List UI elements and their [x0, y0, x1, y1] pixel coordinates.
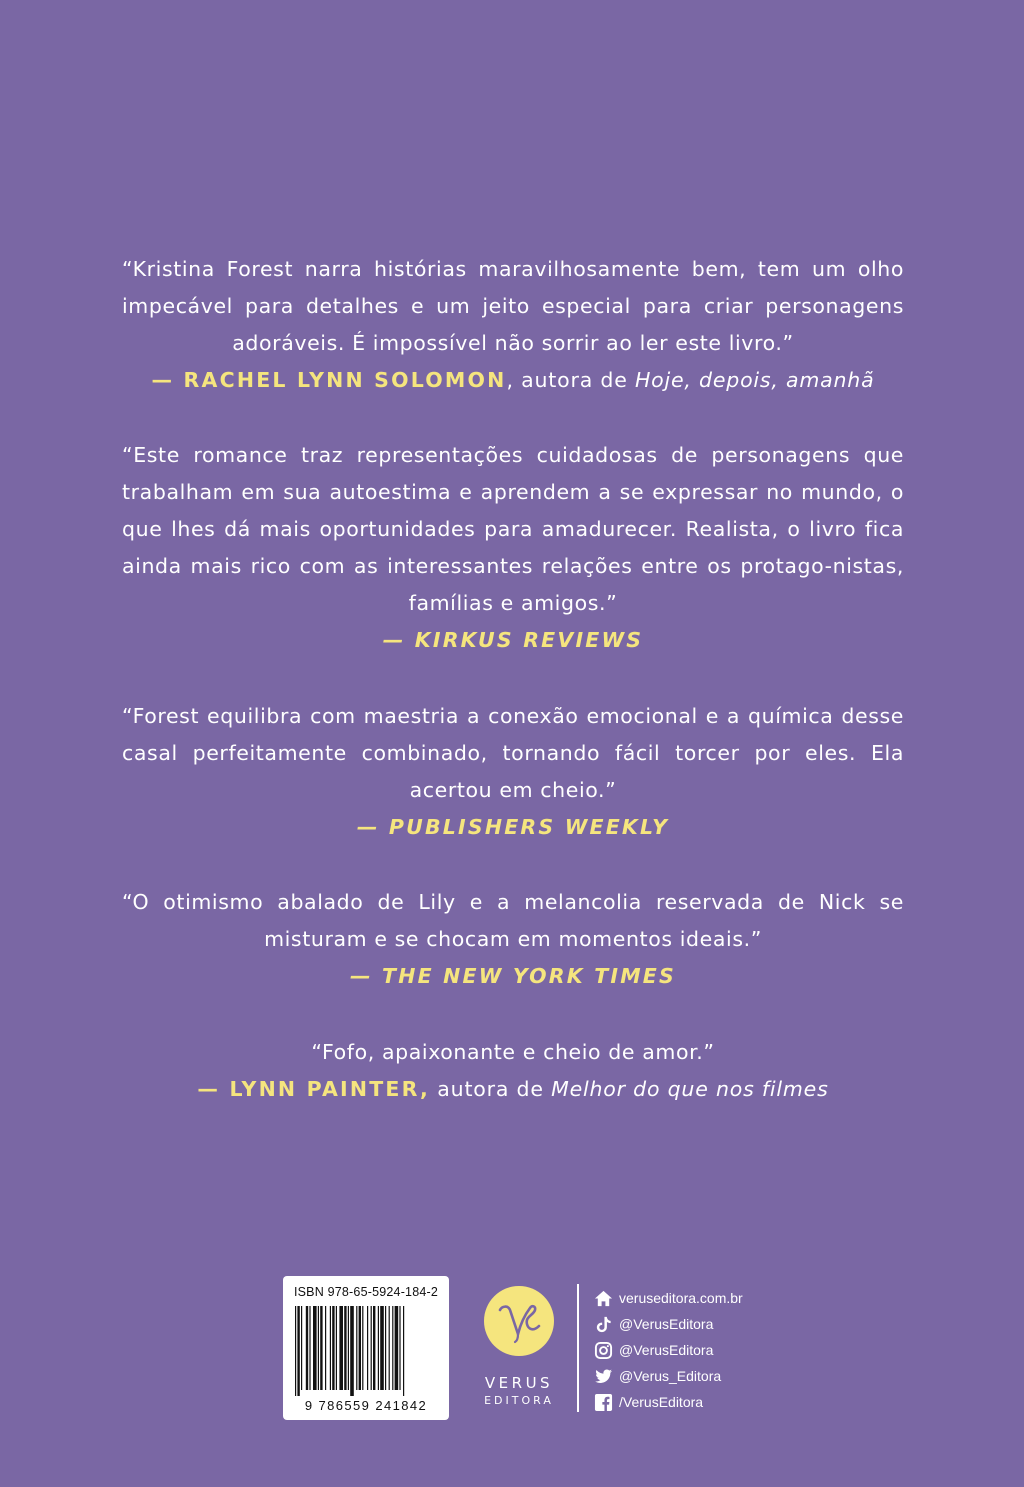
- barcode-bar: [309, 1306, 310, 1390]
- barcode-bar: [325, 1306, 326, 1390]
- social-links: [594, 1285, 743, 1415]
- quote-4: [122, 884, 904, 995]
- home-icon: [594, 1289, 613, 1308]
- quote-suffix: , autora de: [506, 368, 635, 392]
- barcode-bar: [359, 1306, 361, 1390]
- barcode-bar: [403, 1306, 404, 1396]
- quote-attribution: [122, 622, 904, 659]
- barcode-bar: [301, 1306, 302, 1390]
- barcode-bar: [306, 1306, 308, 1390]
- quote-text: “O otimismo abalado de Lily e a melancolia reservada de Nick se misturam e se chocam em momentos ideais.”: [122, 890, 904, 951]
- quote-suffix: autora de: [429, 1077, 552, 1101]
- quote-attribution: [122, 1071, 904, 1108]
- logo-circle: [484, 1286, 554, 1356]
- barcode-bar: [332, 1306, 334, 1390]
- facebook-icon: [594, 1393, 613, 1412]
- quote-source: — PUBLISHERS WEEKLY: [356, 815, 670, 839]
- barcode-icon: [295, 1306, 437, 1396]
- quote-3: [122, 698, 904, 846]
- quote-source: — THE NEW YORK TIMES: [350, 964, 676, 988]
- publisher-logo: [478, 1286, 560, 1407]
- social-tiktok[interactable]: [594, 1311, 743, 1337]
- logo-divider: [577, 1284, 579, 1412]
- barcode-bar: [313, 1306, 317, 1390]
- social-text: @Verus_Editora: [619, 1368, 722, 1384]
- quote-source: — RACHEL LYNN SOLOMON: [151, 368, 507, 392]
- barcode-bar: [389, 1306, 390, 1390]
- quote-text: “Kristina Forest narra histórias maravilhosamente bem, tem um olho impecável para detalhes e um jeito especial para criar personagens adoráveis. É impossível não sorrir ao ler este livro.”: [122, 257, 904, 355]
- social-text: @VerusEditora: [619, 1316, 714, 1332]
- quote-work: Hoje, depois, amanhã: [634, 368, 875, 392]
- barcode-bar: [336, 1306, 337, 1390]
- barcode-bar: [395, 1306, 399, 1390]
- instagram-icon: [594, 1341, 613, 1360]
- barcode-bar: [344, 1306, 346, 1390]
- quote-5: [122, 1034, 904, 1108]
- social-text: veruseditora.com.br: [619, 1290, 743, 1306]
- social-twitter[interactable]: [594, 1363, 743, 1389]
- social-text: @VerusEditora: [619, 1342, 714, 1358]
- twitter-icon: [594, 1367, 613, 1386]
- barcode-bar: [373, 1306, 375, 1390]
- barcode-bar: [295, 1306, 296, 1396]
- barcode-bar: [330, 1306, 331, 1390]
- social-facebook[interactable]: [594, 1389, 743, 1415]
- quote-attribution: [122, 809, 904, 846]
- quote-work: Melhor do que nos filmes: [551, 1077, 829, 1101]
- barcode-bar: [297, 1306, 299, 1396]
- publisher-brand: VERUS: [484, 1374, 554, 1392]
- barcode-bar: [385, 1306, 386, 1390]
- barcode-bar: [399, 1306, 400, 1390]
- barcode-bar: [371, 1306, 372, 1390]
- barcode-bar: [380, 1306, 384, 1390]
- quote-text: “Fofo, apaixonante e cheio de amor.”: [311, 1040, 715, 1064]
- social-website[interactable]: [594, 1285, 743, 1311]
- barcode-bar: [367, 1306, 368, 1390]
- quote-text: “Este romance traz representações cuidadosas de personagens que trabalham em sua autoestima e aprendem a se expressar no mundo, o que lhes dá mais oportunidades para amadurecer. Realista, o livro fica ainda mais rico com as interessantes relações entre os protago-nistas, famílias e amigos.”: [122, 443, 904, 615]
- quote-attribution: [122, 362, 904, 399]
- barcode-bar: [362, 1306, 363, 1390]
- quote-attribution: [122, 958, 904, 995]
- quote-1: [122, 251, 904, 399]
- barcode-digits: 9 786559 241842: [304, 1398, 428, 1413]
- quote-2: [122, 437, 904, 659]
- barcode-bar: [378, 1306, 379, 1390]
- barcode-bar: [392, 1306, 393, 1390]
- quote-source: — KIRKUS REVIEWS: [382, 628, 644, 652]
- social-instagram[interactable]: [594, 1337, 743, 1363]
- barcode-bar: [318, 1306, 319, 1390]
- barcode-bar: [350, 1306, 354, 1396]
- verus-monogram-icon: [484, 1286, 554, 1356]
- quote-text: “Forest equilibra com maestria a conexão emocional e a química desse casal perfeitamente combinado, tornando fácil torcer por eles. Ela acertou em cheio.”: [122, 704, 904, 802]
- barcode-bar: [339, 1306, 343, 1390]
- barcode-bar: [348, 1306, 349, 1390]
- isbn-label: ISBN 978-65-5924-184-2: [293, 1285, 439, 1299]
- tiktok-icon: [594, 1315, 613, 1334]
- publisher-sub: EDITORA: [484, 1394, 554, 1407]
- quote-source: — LYNN PAINTER,: [197, 1077, 430, 1101]
- isbn-barcode: [283, 1276, 449, 1420]
- barcode-bar: [320, 1306, 322, 1390]
- social-text: /VerusEditora: [619, 1394, 704, 1410]
- barcode-bar: [356, 1306, 357, 1390]
